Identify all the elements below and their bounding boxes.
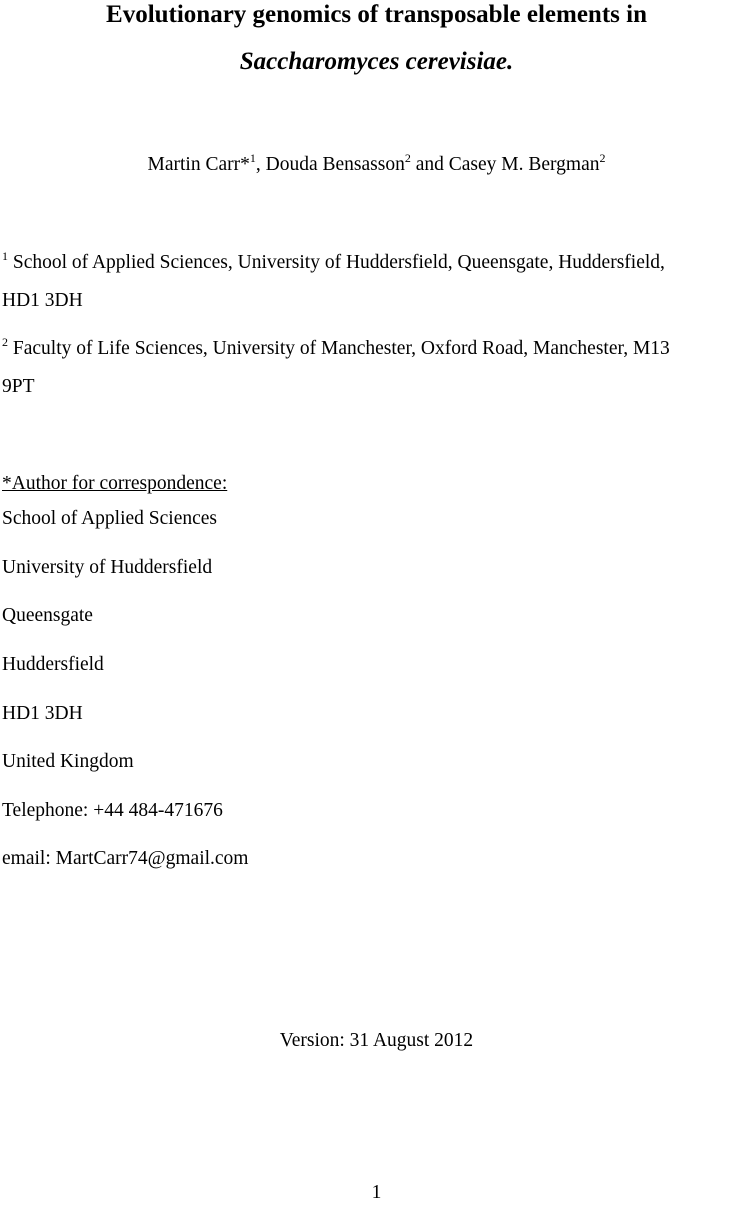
affiliation-line (2, 250, 752, 276)
author-name: Martin Carr* (147, 154, 250, 175)
author-name: Casey M. Bergman (448, 154, 600, 175)
email-line: email: MartCarr74@gmail.com (2, 848, 249, 869)
page-number: 1 (371, 1182, 382, 1203)
address-line: United Kingdom (2, 751, 134, 772)
address-line: University of Huddersfield (2, 557, 213, 578)
address-line: Huddersfield (2, 654, 104, 675)
title-line-1: Evolutionary genomics of transposable elements in (106, 1, 647, 28)
affiliation-line: 9PT (2, 376, 35, 397)
affiliation-line: HD1 3DH (2, 290, 83, 311)
correspondence-heading: *Author for correspondence: (2, 473, 228, 494)
author-separator: , (255, 154, 266, 175)
affiliation-marker: 2 (404, 151, 411, 165)
affiliation-marker: 2 (599, 151, 606, 165)
address-line: HD1 3DH (2, 703, 83, 724)
version-date: Version: 31 August 2012 (279, 1030, 474, 1051)
title-line-2: Saccharomyces cerevisiae. (239, 48, 514, 75)
address-line: School of Applied Sciences (2, 508, 218, 529)
author-separator: and (410, 154, 449, 175)
affiliation-text: Faculty of Life Sciences, University of Manchester, Oxford Road, Manchester, M13 (8, 338, 670, 359)
affiliation-text: School of Applied Sciences, University of Huddersfield, Queensgate, Huddersfield, (8, 252, 665, 273)
author-name: Douda Bensasson (265, 154, 405, 175)
affiliation-marker: 1 (2, 249, 8, 263)
author-list (0, 152, 753, 178)
affiliation-marker: 1 (249, 151, 256, 165)
telephone-line: Telephone: +44 484-471676 (2, 800, 223, 821)
affiliation-line (2, 336, 752, 362)
affiliation-marker: 2 (2, 335, 8, 349)
address-line: Queensgate (2, 605, 93, 626)
